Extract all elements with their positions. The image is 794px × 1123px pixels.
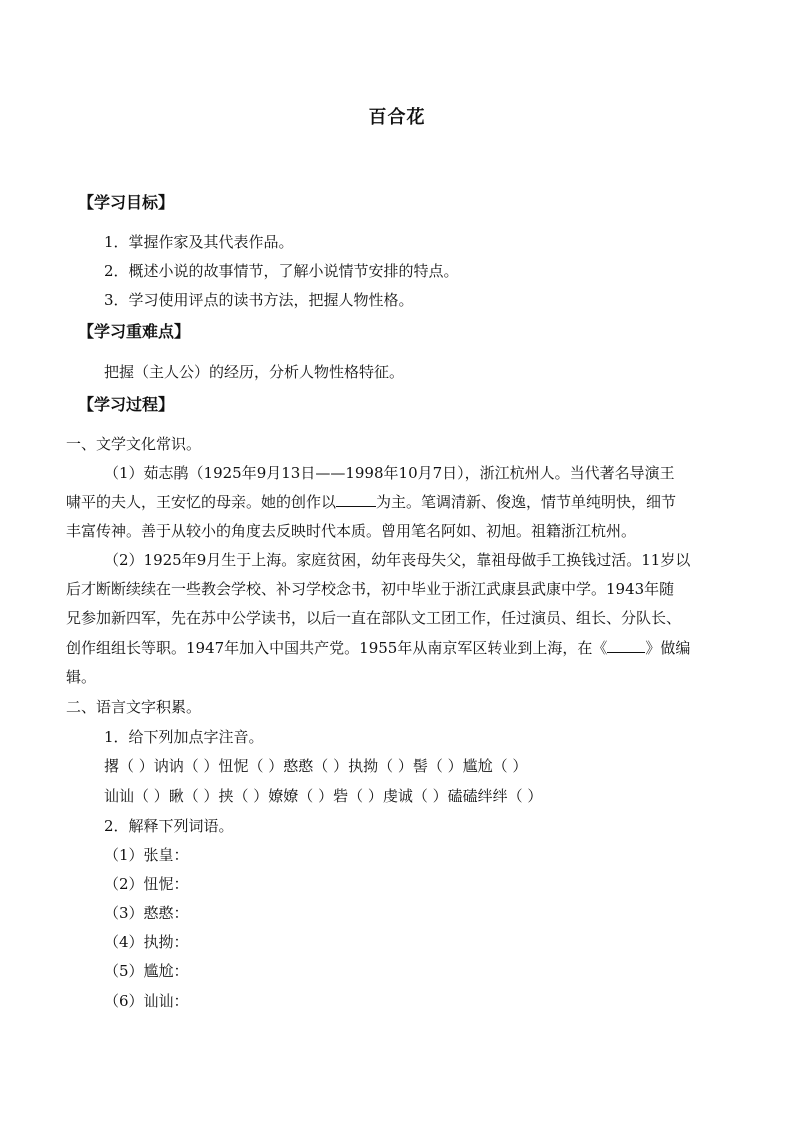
paragraph-line: 后才断断续续在一些教会学校、补习学校念书，初中毕业于浙江武康县武康中学。1943年随 bbox=[66, 580, 675, 598]
paragraph-line: 辑。 bbox=[66, 668, 97, 686]
paragraph-text: 为主。笔调清新、俊逸，情节单纯明快，细节 bbox=[376, 493, 677, 511]
paragraph-text: 啸平的夫人，王安忆的母亲。她的创作以 bbox=[66, 493, 337, 511]
focus-text: 把握（主人公）的经历，分析人物性格特征。 bbox=[104, 363, 405, 381]
fill-blank-magazine[interactable] bbox=[607, 638, 645, 653]
section2-title: 二、语言文字积累。 bbox=[66, 698, 202, 716]
goal-item: 1．掌握作家及其代表作品。 bbox=[104, 233, 294, 251]
paragraph-line: 兄参加新四军，先在苏中公学读书，以后一直在部队文工团工作，任过演员、组长、分队长、 bbox=[66, 609, 682, 627]
definition-item: （1）张皇： bbox=[104, 846, 189, 864]
heading-goals: 【学习目标】 bbox=[78, 193, 175, 212]
question-title: 1．给下列加点字注音。 bbox=[104, 728, 264, 746]
paragraph-text: 》做编 bbox=[645, 639, 691, 657]
heading-focus: 【学习重难点】 bbox=[78, 322, 191, 341]
paragraph-line: 丰富传神。善于从较小的角度去反映时代本质。曾用笔名阿如、初旭。祖籍浙江杭州。 bbox=[66, 522, 637, 540]
pinyin-row[interactable]: 撂（ ）讷讷（ ）忸怩（ ）憨憨（ ）执拗（ ）髻（ ）尴尬（ ） bbox=[104, 757, 528, 775]
fill-blank-creation-genre[interactable] bbox=[336, 492, 376, 507]
pinyin-row[interactable]: 讪讪（ ）瞅（ ）挟（ ）嫽嫽（ ）砦（ ）虔诚（ ）磕磕绊绊（ ） bbox=[104, 787, 543, 805]
definition-item: （3）憨憨： bbox=[104, 904, 189, 922]
question-title: 2．解释下列词语。 bbox=[104, 817, 234, 835]
definition-item: （2）忸怩： bbox=[104, 875, 189, 893]
goal-item: 3．学习使用评点的读书方法，把握人物性格。 bbox=[104, 291, 414, 309]
paragraph-line: （2）1925年9月生于上海。家庭贫困，幼年丧母失父，靠祖母做手工换钱过活。11岁以 bbox=[104, 551, 691, 569]
page-title: 百合花 bbox=[368, 107, 426, 128]
heading-process: 【学习过程】 bbox=[78, 395, 175, 414]
paragraph-line bbox=[66, 492, 676, 512]
paragraph-line bbox=[66, 638, 690, 658]
definition-item: （4）执拗： bbox=[104, 933, 189, 951]
section1-title: 一、文学文化常识。 bbox=[66, 435, 202, 453]
definition-item: （5）尴尬： bbox=[104, 962, 189, 980]
definition-item: （6）讪讪： bbox=[104, 992, 189, 1010]
paragraph-line: （1）茹志鹃（1925年9月13日——1998年10月7日），浙江杭州人。当代著名导演王 bbox=[104, 464, 675, 482]
goal-item: 2．概述小说的故事情节，了解小说情节安排的特点。 bbox=[104, 262, 459, 280]
paragraph-text: 创作组组长等职。1947年加入中国共产党。1955年从南京军区转业到上海，在《 bbox=[66, 639, 608, 657]
